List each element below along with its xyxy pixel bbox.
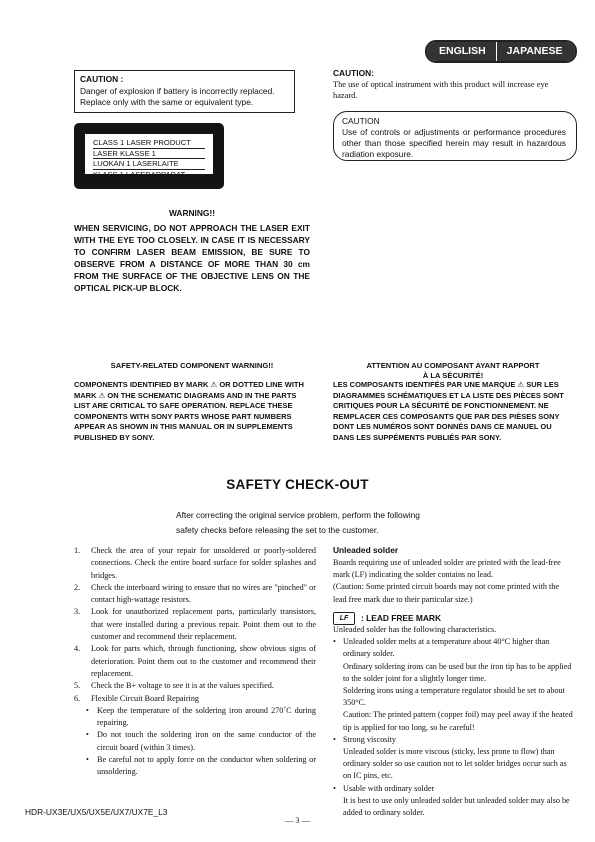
lead-free-sub: It is best to use only unleaded solder but unleaded solder may also be added to ordinary solder. [343, 795, 570, 818]
battery-caution-box [74, 70, 295, 113]
tab-japanese[interactable]: JAPANESE [497, 42, 575, 61]
safety-checklist [74, 545, 316, 779]
unleaded-body-2: (Caution: Some printed circuit boards may not come printed with the lead free mark due to their particular size.) [333, 582, 560, 604]
unleaded-solder-body [333, 557, 573, 606]
laser-label-line: KLASS 1 LASERAPPARAT [93, 169, 186, 179]
laser-label-line: LUOKAN 1 LASERLAITE [93, 159, 205, 170]
lead-free-sub: Unleaded solder is more viscous (sticky, less prone to flow) than ordinary solder so use caution not to let solder bridges occur such as on IC pins, etc. [343, 747, 567, 781]
safety-related-title: SAFETY-RELATED COMPONENT WARNING!! [110, 361, 274, 370]
list-item: 2. Check the interboard wiring to ensure that no wires are "pinched" or contact high-wattage resistors. [74, 582, 316, 605]
safety-checkout-intro [176, 508, 436, 537]
lead-free-bullet: • Strong viscosity [333, 734, 396, 744]
flex-bullet: • Keep the temperature of the soldering iron around 270˚C during repairing. [86, 705, 316, 728]
safety-checkout-title: SAFETY CHECK-OUT [226, 477, 369, 492]
french-warning-body: LES COMPOSANTS IDENTIFÉS PAR UNE MARQUE ⚠ SUR LES DIAGRAMMES SCHÉMATIQUES ET LA LISTE DES PIÈCES SONT CRITIQUES POUR LA SÉCURITÉ DE FONCTIONNEMENT. NE REMPLACER CES COMPOSANTS QUE PAR DES PIÈSES SONY DONT LES NUMÉROS SONT DONNÉS DANS CE MANUEL OU DANS LES SUPPÉMENTS PUBLIÉS PAR SONY. [333, 380, 564, 442]
radiation-caution-title: CAUTION [342, 116, 380, 126]
lead-free-bullet: • Unleaded solder melts at a temperature about 40°C higher than ordinary solder. [333, 637, 550, 659]
warning-body: WHEN SERVICING, DO NOT APPROACH THE LASER EXIT WITH THE EYE TOO CLOSELY. IN CASE IT IS NECESSARY TO CONFIRM LASER BEAM EMISSION, BE SURE TO OBSERVE FROM A DISTANCE OF MORE THAN 30 cm FROM THE SURFACE OF THE OBJECTIVE LENS ON THE OPTICAL PICK-UP BLOCK. [74, 223, 310, 294]
caution-box-line2: Replace only with the same or equivalent type. [80, 97, 254, 107]
lead-free-label: : LEAD FREE MARK [361, 613, 442, 623]
intro-line1: After correcting the original service problem, perform the following [176, 510, 420, 520]
french-warning-title [333, 361, 573, 381]
lead-free-sub: Ordinary soldering irons can be used but the iron tip has to be applied to the solder joint for a slightly longer time. [343, 661, 572, 683]
radiation-caution-body: Use of controls or adjustments or performance procedures other than those specified herein may result in hazardous radiation exposure. [342, 127, 566, 159]
warning-title: WARNING!! [168, 208, 216, 218]
flex-bullet: • Be careful not to apply force on the conductor when soldering or unsoldering. [86, 755, 316, 777]
lead-free-icon: LF [333, 612, 355, 625]
lead-free-intro: Unleaded solder has the following characteristics. [333, 625, 497, 634]
list-item: 3. Look for unauthorized replacement parts, particularly transistors, that were installed during a previous repair. Point them out to the customer and recommend their replacement. [74, 607, 316, 642]
page-number: — 3 — [284, 816, 311, 825]
french-title-line1: ATTENTION AU COMPOSANT AYANT RAPPORT [366, 361, 540, 370]
safety-related-body: COMPONENTS IDENTIFIED BY MARK ⚠ OR DOTTED LINE WITH MARK ⚠ ON THE SCHEMATIC DIAGRAMS AND IN THE PARTS LIST ARE CRITICAL TO SAFE OPERATION. REPLACE THESE COMPONENTS WITH SONY PARTS WHOSE PART NUMBERS APPEAR AS SHOWN IN THIS MANUAL OR IN SUPPLEMENTS PUBLISHED BY SONY. [74, 380, 304, 442]
list-item: 4. Look for parts which, through functioning, show obvious signs of deterioration. Point them out to the customer and recommend their replacement. [74, 644, 316, 678]
laser-label-line: LASER KLASSE 1 [93, 149, 205, 160]
lead-free-sub: Caution: The printed pattern (copper foil) may peel away if the heated tip is applied for too long, so be careful! [343, 710, 573, 732]
optical-caution-body: The use of optical instrument with this product will increase eye hazard. [333, 80, 549, 100]
french-title-line2: À LA SÉCURITÉ! [422, 371, 484, 381]
laser-label-line: CLASS 1 LASER PRODUCT [93, 138, 205, 149]
list-item: 1. Check the area of your repair for unsoldered or poorly-soldered connections. Check the entire board surface for solder splashes and bridges. [74, 546, 316, 580]
unleaded-solder-title: Unleaded solder [333, 545, 399, 555]
intro-line2: safety checks before releasing the set to the customer. [176, 524, 379, 535]
tab-english[interactable]: ENGLISH [427, 42, 497, 61]
list-item: 6. Flexible Circuit Board Repairing [74, 693, 200, 703]
radiation-caution-box [333, 111, 577, 161]
lead-free-sub: Soldering irons using a temperature regulator should be set to about 350°C. [343, 686, 565, 708]
lead-free-body [333, 624, 573, 819]
footer-model-number: HDR-UX3E/UX5/UX5E/UX7/UX7E_L3 [25, 807, 168, 817]
language-tabs [425, 40, 577, 63]
caution-box-title: CAUTION : [80, 74, 124, 84]
laser-product-label [74, 123, 224, 189]
optical-caution-title: CAUTION: [333, 68, 374, 78]
laser-label-panel [85, 134, 213, 179]
list-item: 5. Check the B+ voltage to see it is at the values specified. [74, 681, 274, 691]
lead-free-bullet: • Usable with ordinary solder [333, 783, 435, 793]
caution-box-line1: Danger of explosion if battery is incorrectly replaced. [80, 85, 275, 96]
unleaded-body-1: Boards requiring use of unleaded solder are printed with the lead-free mark (LF) indicating the solder contains no lead. [333, 558, 561, 580]
flex-bullet: • Do not touch the soldering iron on the same conductor of the circuit board (within 3 times). [86, 730, 316, 752]
lead-free-mark-heading [333, 612, 441, 624]
